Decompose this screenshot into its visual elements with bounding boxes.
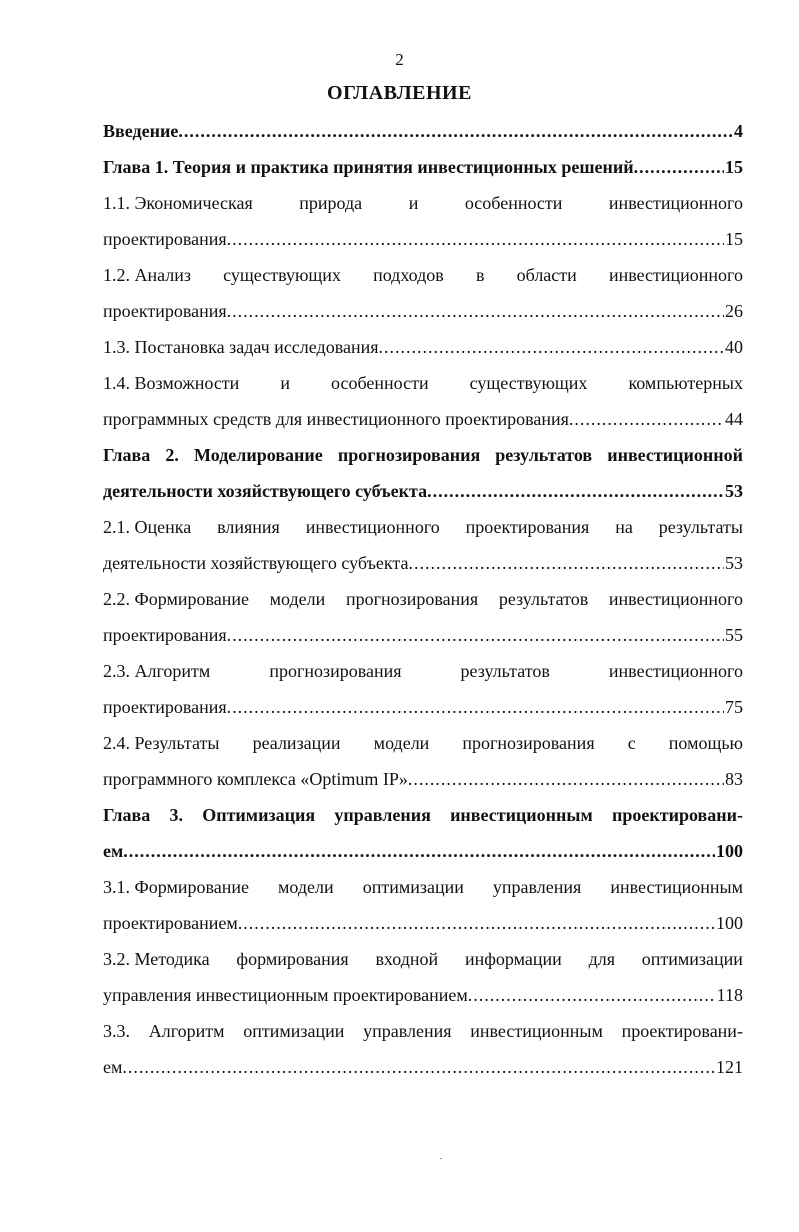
toc-entry-chapter-1: Глава 1. Теория и практика принятия инвестиционных решений ..... 15	[103, 149, 743, 185]
toc-entry-3-1-line-1: 3.1. Формирование модели оптимизации управления инвестиционным	[103, 877, 743, 897]
toc-entry-chapter-3-line-1: Глава 3. Оптимизация управления инвестиционным проектировани-	[103, 805, 743, 825]
page-number: 2	[395, 50, 404, 69]
toc-entry-3-2-line-2: управления инвестиционным проектированием ..... 118	[103, 977, 743, 1013]
toc-entry-chapter-2-line-2: деятельности хозяйствующего субъекта ..... 53	[103, 473, 743, 509]
toc-entry-3-2-line-1: 3.2. Методика формирования входной информации для оптимизации	[103, 949, 743, 969]
dot-leader	[227, 221, 724, 257]
dot-leader	[408, 545, 724, 581]
dot-leader	[468, 977, 716, 1013]
toc-entry-1-1-line-2: проектирования ..... 15	[103, 221, 743, 257]
toc-entry-1-3: 1.3. Постановка задач исследования ..... 40	[103, 329, 743, 365]
toc-entry-1-4-line-2: программных средств для инвестиционного проектирования ..... 44	[103, 401, 743, 437]
scan-speck	[440, 1158, 442, 1159]
dot-leader	[569, 401, 724, 437]
toc-entry-1-2-line-2: проектирования ..... 26	[103, 293, 743, 329]
toc-entry-1-1-line-1: 1.1. Экономическая природа и особенности инвестиционного	[103, 193, 743, 213]
toc-entry-2-2-line-2: проектирования ..... 55	[103, 617, 743, 653]
dot-leader	[227, 293, 724, 329]
dot-leader	[378, 329, 724, 365]
toc-page-number: 53	[725, 481, 743, 501]
toc-entry-chapter-2-line-1: Глава 2. Моделирование прогнозирования результатов инвестиционной	[103, 445, 743, 465]
toc-entry-intro: Введение ..... 4	[103, 113, 743, 149]
toc-page-number: 44	[725, 409, 743, 429]
table-of-contents	[103, 113, 743, 1085]
toc-page-number: 15	[725, 157, 743, 177]
toc-page-number: 53	[725, 553, 743, 573]
toc-page-number: 100	[716, 841, 743, 861]
dot-leader	[427, 473, 724, 509]
toc-page-number: 83	[725, 769, 743, 789]
toc-entry-3-3-line-2: ем ..... 121	[103, 1049, 743, 1085]
dot-leader	[227, 689, 724, 725]
toc-entry-1-4-line-1: 1.4. Возможности и особенности существующих компьютерных	[103, 373, 743, 393]
toc-entry-1-2-line-1: 1.2. Анализ существующих подходов в области инвестиционного	[103, 265, 743, 285]
toc-page-number: 55	[725, 625, 743, 645]
toc-page-number: 121	[716, 1057, 743, 1077]
toc-page-number: 40	[725, 337, 743, 357]
dot-leader	[123, 833, 715, 869]
toc-page-number: 75	[725, 697, 743, 717]
dot-leader	[178, 113, 733, 149]
dot-leader	[227, 617, 724, 653]
toc-page-number: 15	[725, 229, 743, 249]
toc-page-number: 26	[725, 301, 743, 321]
toc-entry-2-1-line-1: 2.1. Оценка влияния инвестиционного проектирования на результаты	[103, 517, 743, 537]
toc-page-number: 118	[716, 985, 743, 1005]
toc-entry-2-3-line-1: 2.3. Алгоритм прогнозирования результатов инвестиционного	[103, 661, 743, 681]
dot-leader	[238, 905, 715, 941]
toc-page-number: 4	[734, 121, 743, 141]
dot-leader	[122, 1049, 715, 1085]
toc-entry-2-3-line-2: проектирования ..... 75	[103, 689, 743, 725]
dot-leader	[634, 149, 724, 185]
toc-entry-3-1-line-2: проектированием ..... 100	[103, 905, 743, 941]
toc-page-number: 100	[716, 913, 743, 933]
toc-title: ОГЛАВЛЕНИЕ	[327, 82, 472, 104]
toc-entry-2-4-line-1: 2.4. Результаты реализации модели прогнозирования с помощью	[103, 733, 743, 753]
toc-entry-2-2-line-1: 2.2. Формирование модели прогнозирования результатов инвестиционного	[103, 589, 743, 609]
toc-entry-2-4-line-2: программного комплекса «Optimum IP» ..... 83	[103, 761, 743, 797]
toc-entry-3-3-line-1: 3.3. Алгоритм оптимизации управления инвестиционным проектировани-	[103, 1021, 743, 1041]
toc-entry-chapter-3-line-2: ем ..... 100	[103, 833, 743, 869]
toc-entry-2-1-line-2: деятельности хозяйствующего субъекта ..... 53	[103, 545, 743, 581]
dot-leader	[408, 761, 724, 797]
